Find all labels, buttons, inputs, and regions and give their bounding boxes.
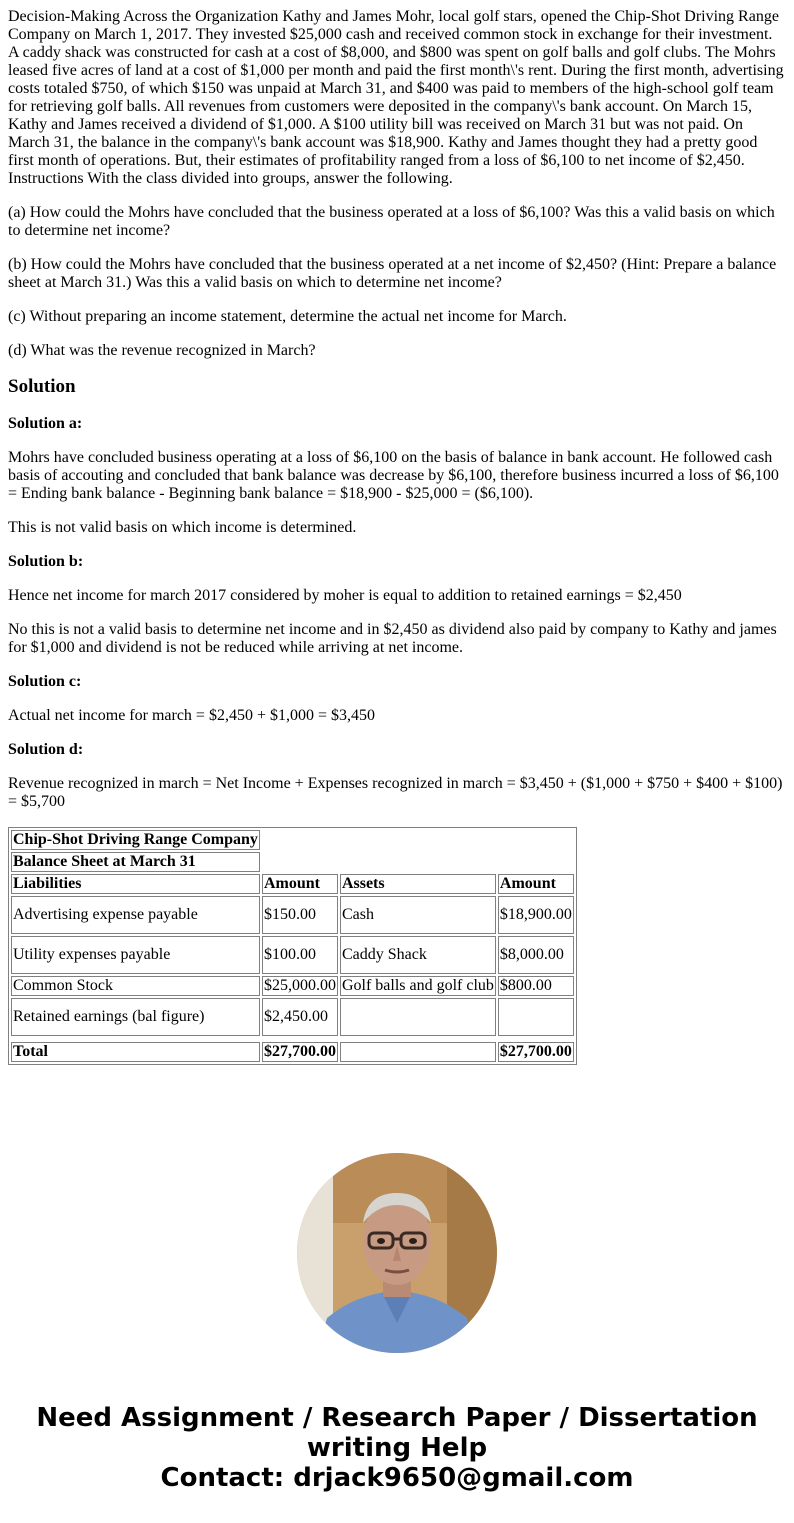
solution-b-note: No this is not a valid basis to determine net income and in $2,450 as dividend also paid by company to Kathy and james for $1,000 and dividend is not be reduced while arriving at net income. [8, 621, 777, 656]
table-row [11, 936, 574, 974]
table-cell [340, 998, 496, 1036]
solution-b-title: Solution b: [8, 553, 84, 570]
table-cell: Cash [340, 896, 496, 934]
table-row [11, 998, 574, 1036]
footer-advertisement [0, 1403, 794, 1493]
question-d: (d) What was the revenue recognized in March? [8, 342, 316, 359]
table-cell: $8,000.00 [498, 936, 574, 974]
table-row [11, 852, 574, 872]
header-amount-assets: Amount [498, 874, 574, 894]
solution-c-title: Solution c: [8, 673, 82, 690]
header-liabilities: Liabilities [11, 874, 260, 894]
question-c: (c) Without preparing an income statement, determine the actual net income for March. [8, 308, 567, 325]
header-amount-liabilities: Amount [262, 874, 338, 894]
table-cell: Utility expenses payable [11, 936, 260, 974]
table-cell: $18,900.00 [498, 896, 574, 934]
solution-d-text: Revenue recognized in march = Net Income + Expenses recognized in march = $3,450 + ($1,000 + $750 + $400 + $100) = $5,700 [8, 775, 783, 810]
solution-b-text: Hence net income for march 2017 considered by moher is equal to addition to retained earnings = $2,450 [8, 587, 682, 604]
table-cell: Common Stock [11, 976, 260, 996]
table-cell: $150.00 [262, 896, 338, 934]
footer-contact: Contact: drjack9650@gmail.com [160, 1463, 634, 1493]
header-assets: Assets [340, 874, 496, 894]
problem-statement: Decision-Making Across the Organization Kathy and James Mohr, local golf stars, opened the Chip-Shot Driving Range Company on March 1, 2017. They invested $25,000 cash and received common stock in exchange for their investment. A caddy shack was constructed for cash at a cost of $8,000, and $800 was spent on golf balls and golf clubs. The Mohrs leased five acres of land at a cost of $1,000 per month and paid the first month\'s rent. During the first month, advertising costs totaled $750, of which $150 was unpaid at March 31, and $400 was paid to members of the high-school golf team for retrieving golf balls. All revenues from customers were deposited in the company\'s bank account. On March 15, Kathy and James received a dividend of $1,000. A $100 utility bill was received on March 31 but was not paid. On March 31, the balance in the company\'s bank account was $18,900. Kathy and James thought they had a pretty good first month of operations. But, their estimates of profitability ranged from a loss of $6,100 to net income of $2,450. Instructions With the class divided into groups, answer the following. [8, 8, 784, 187]
table-total-row [11, 1042, 574, 1062]
avatar [297, 1153, 497, 1353]
table-cell: $25,000.00 [263, 977, 336, 994]
table-cell: Retained earnings (bal figure) [11, 998, 260, 1036]
author-portrait-image [297, 1153, 497, 1353]
table-cell: Golf balls and golf club [341, 977, 494, 994]
table-cell: $100.00 [262, 936, 338, 974]
table-cell: $800.00 [498, 976, 574, 996]
question-a: (a) How could the Mohrs have concluded that the business operated at a loss of $6,100? Was this a valid basis on which to determine net income? [8, 204, 775, 239]
table-row [11, 976, 574, 996]
table-cell: Advertising expense payable [11, 896, 260, 934]
balance-sheet-table [8, 827, 577, 1065]
table-cell [340, 1042, 496, 1062]
table-header-row [11, 874, 574, 894]
total-label: Total [11, 1042, 260, 1062]
table-cell [498, 998, 574, 1036]
table-row [11, 896, 574, 934]
company-name-cell: Chip-Shot Driving Range Company [13, 831, 258, 848]
footer-line-2: writing Help [306, 1433, 488, 1463]
total-liabilities: $27,700.00 [263, 1043, 336, 1060]
solution-a-title: Solution a: [8, 415, 83, 432]
solution-a-note: This is not valid basis on which income is determined. [8, 519, 357, 536]
solution-c-text: Actual net income for march = $2,450 + $1,000 = $3,450 [8, 707, 375, 724]
total-assets: $27,700.00 [499, 1043, 572, 1060]
table-cell: Caddy Shack [340, 936, 496, 974]
solution-d-title: Solution d: [8, 741, 84, 758]
solution-heading: Solution [8, 376, 76, 397]
balance-sheet-subtitle-cell: Balance Sheet at March 31 [11, 852, 260, 872]
footer-line-1: Need Assignment / Research Paper / Dissertation [36, 1403, 758, 1433]
solution-a-text: Mohrs have concluded business operating at a loss of $6,100 on the basis of balance in bank account. He followed cash basis of accouting and concluded that bank balance was decrease by $6,100, therefore business incurred a loss of $6,100 = Ending bank balance - Beginning bank balance = $18,900 - $25,000 = ($6,100). [8, 449, 779, 502]
document-body [8, 8, 786, 1065]
table-row [11, 830, 574, 850]
table-cell: $2,450.00 [262, 998, 338, 1036]
question-b: (b) How could the Mohrs have concluded that the business operated at a net income of $2,450? (Hint: Prepare a balance sheet at March 31.) Was this a valid basis on which to determine net income? [8, 256, 777, 291]
